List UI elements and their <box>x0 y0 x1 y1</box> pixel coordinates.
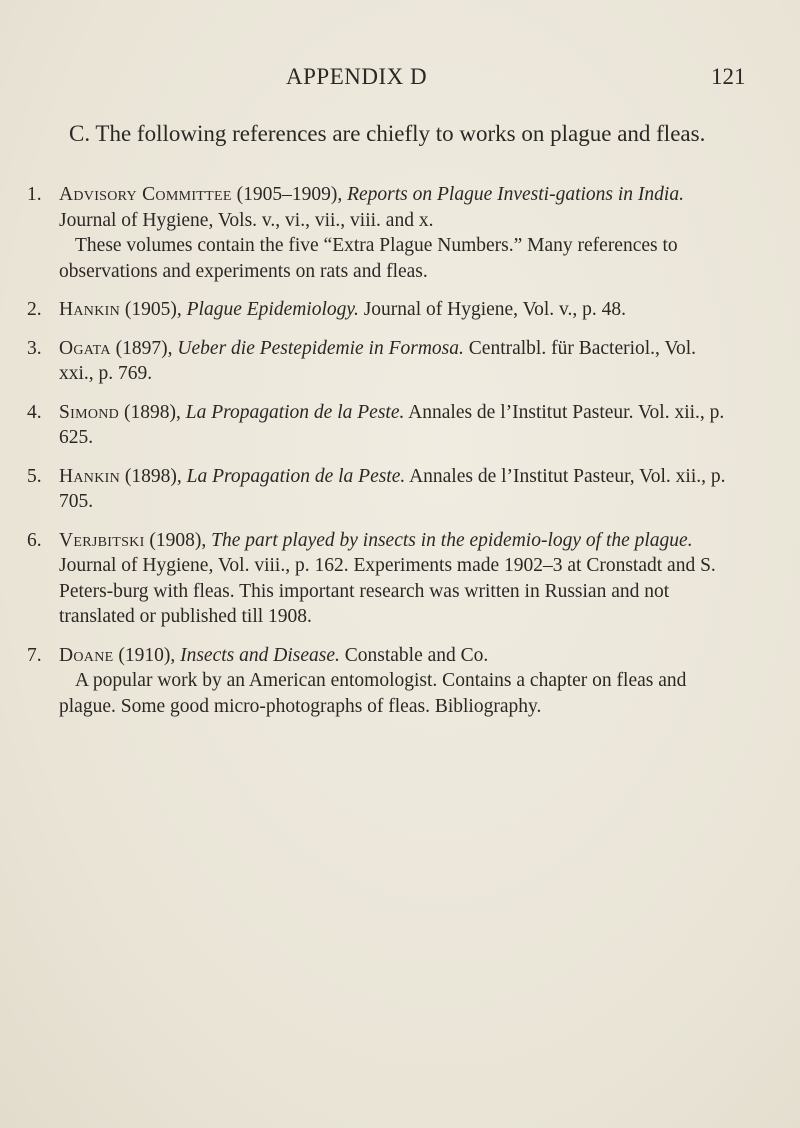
reference-details: Journal of Hygiene, Vol. viii., p. 162. Experiments made 1902–3 at Cronstadt and S. Peters-burg with fleas. This important research was written in Russian and not translated or published till 1908. <box>59 555 716 627</box>
reference-author: Advisory Committee <box>59 184 232 205</box>
reference-details: Annales de l’Institut Pasteur. Vol. xii., p. 625. <box>59 401 725 448</box>
reference-item <box>27 336 735 387</box>
reference-note: These volumes contain the five “Extra Plague Numbers.” Many references to observations and experiments on rats and fleas. <box>59 235 678 282</box>
reference-details: Centralbl. für Bacteriol., Vol. xxi., p. 769. <box>59 337 697 384</box>
reference-text <box>59 182 735 233</box>
reference-item <box>27 400 735 451</box>
reference-number: 1. <box>27 184 42 205</box>
reference-item <box>27 643 735 720</box>
running-title: APPENDIX D <box>286 64 428 89</box>
reference-details: Journal of Hygiene, Vols. v., vi., vii., viii. and x. <box>59 209 434 231</box>
reference-year: (1897), <box>110 337 178 359</box>
reference-text <box>59 528 735 630</box>
reference-details: Annales de l’Institut Pasteur, Vol. xii., p. 705. <box>59 465 726 512</box>
reference-list <box>27 182 735 732</box>
page-number: 121 <box>711 64 746 89</box>
reference-title: La Propagation de la Peste. <box>185 401 405 423</box>
reference-text <box>59 643 735 669</box>
reference-year: (1905–1909), <box>231 184 348 205</box>
reference-year: (1898), <box>120 465 187 487</box>
reference-title: Reports on Plague Investi-gations in India. <box>347 184 684 205</box>
reference-title: The part played by insects in the epidemio-logy of the plague. <box>211 529 693 551</box>
reference-item <box>27 464 735 515</box>
reference-number: 2. <box>27 299 42 320</box>
reference-author: Doane <box>59 644 114 666</box>
reference-title: Plague Epidemiology. <box>186 299 359 320</box>
reference-number: 4. <box>27 401 42 423</box>
reference-year: (1908), <box>144 529 212 551</box>
reference-text <box>59 297 735 323</box>
reference-year: (1898), <box>119 401 186 423</box>
reference-author: Verjbitski <box>59 529 145 551</box>
reference-year: (1910), <box>113 644 181 666</box>
reference-item <box>27 182 735 284</box>
reference-author: Hankin <box>59 299 120 320</box>
reference-details: Constable and Co. <box>339 644 489 666</box>
reference-number: 6. <box>27 529 42 551</box>
reference-title: Ueber die Pestepidemie in Formosa. <box>177 337 464 359</box>
page-header <box>0 64 800 94</box>
reference-author: Ogata <box>59 337 111 359</box>
reference-text <box>59 336 735 387</box>
reference-note: A popular work by an American entomologist. Contains a chapter on fleas and plague. Some good micro-photographs of fleas. Bibliography. <box>59 670 687 717</box>
reference-author: Hankin <box>59 465 120 487</box>
reference-year: (1905), <box>120 299 187 320</box>
reference-details: Journal of Hygiene, Vol. v., p. 48. <box>358 299 627 320</box>
reference-text <box>59 400 735 451</box>
reference-item <box>27 297 735 323</box>
reference-number: 5. <box>27 465 42 487</box>
reference-text <box>59 464 735 515</box>
reference-item <box>27 528 735 630</box>
reference-author: Simond <box>59 401 120 423</box>
reference-number: 3. <box>27 337 42 359</box>
reference-title: La Propagation de la Peste. <box>186 465 406 487</box>
section-heading: C. The following references are chiefly to works on plague and fleas. <box>69 121 706 146</box>
reference-title: Insects and Disease. <box>180 644 340 666</box>
reference-number: 7. <box>27 644 42 666</box>
